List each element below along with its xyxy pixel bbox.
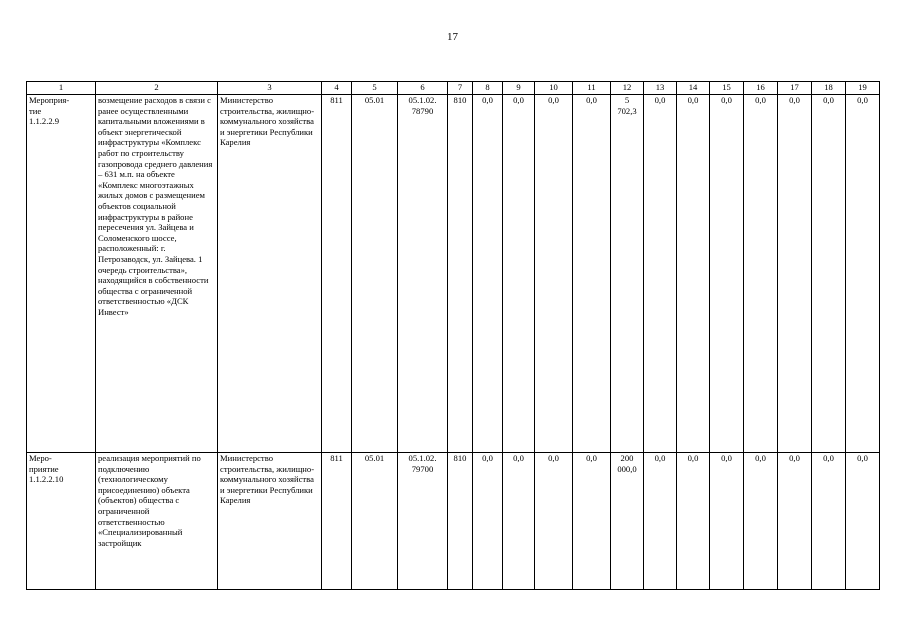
- column-header: 14: [677, 82, 710, 95]
- table-cell: 0,0: [677, 95, 710, 453]
- responsible-executor-cell: Министерство строительства, жилищно-коммунального хозяйства и энергетики Республики Карелия: [218, 95, 322, 453]
- table-cell: 0,0: [644, 453, 677, 590]
- table-cell: 0,0: [535, 453, 573, 590]
- table-cell: 810: [448, 453, 473, 590]
- column-header: 5: [352, 82, 398, 95]
- table-cell: 0,0: [644, 95, 677, 453]
- measure-description-cell: возмещение расходов в связи с ранее осуществленными капитальными вложениями в объект энергетической инфраструктуры «Комплекс работ по строительству газопровода среднего давления – 631 м.п. на объекте «Комплекс многоэтажных жилых домов с размещением объектов социальной инфраструктуры в районе пересечения ул. Зайцева и Соломенского шоссе, расположенный: г. Петрозаводск, ул. Зайцева. 1 очередь строительства», находящийся в собственности общества с ограниченной ответственностью «ДСК Инвест»: [96, 95, 218, 453]
- column-header: 3: [218, 82, 322, 95]
- column-header: 12: [611, 82, 644, 95]
- measure-code-cell: Мероприя- тие 1.1.2.2.9: [27, 95, 96, 453]
- table-cell: 0,0: [473, 453, 503, 590]
- header-row: [27, 82, 880, 95]
- table-cell: 0,0: [846, 453, 880, 590]
- column-header: 2: [96, 82, 218, 95]
- budget-table: [26, 81, 880, 590]
- table-cell: 0,0: [812, 453, 846, 590]
- column-header: 15: [710, 82, 744, 95]
- table-cell: 811: [322, 95, 352, 453]
- column-header: 18: [812, 82, 846, 95]
- column-header: 4: [322, 82, 352, 95]
- column-header: 8: [473, 82, 503, 95]
- column-header: 9: [503, 82, 535, 95]
- column-header: 17: [778, 82, 812, 95]
- table-cell: 0,0: [778, 95, 812, 453]
- table-cell: 0,0: [535, 95, 573, 453]
- column-header: 11: [573, 82, 611, 95]
- responsible-executor-cell: Министерство строительства, жилищно-коммунального хозяйства и энергетики Республики Карелия: [218, 453, 322, 590]
- table-cell: 0,0: [677, 453, 710, 590]
- table-cell: 0,0: [710, 95, 744, 453]
- table-cell: 0,0: [744, 95, 778, 453]
- table-cell: 05.01: [352, 453, 398, 590]
- column-header: 7: [448, 82, 473, 95]
- table-cell: 05.1.02. 79700: [398, 453, 448, 590]
- table-cell: 0,0: [710, 453, 744, 590]
- table-cell: 0,0: [503, 453, 535, 590]
- table-cell: 0,0: [778, 453, 812, 590]
- measure-description-cell: реализация мероприятий по подключению (технологическому присоединению) объекта (объектов) общества с ограниченной ответственностью «Специализированный застройщик: [96, 453, 218, 590]
- table-cell: 0,0: [503, 95, 535, 453]
- table-cell: 810: [448, 95, 473, 453]
- table-cell: 200 000,0: [611, 453, 644, 590]
- table-cell: 0,0: [473, 95, 503, 453]
- table-row: [27, 95, 880, 453]
- column-header: 6: [398, 82, 448, 95]
- table-cell: 0,0: [846, 95, 880, 453]
- column-header: 13: [644, 82, 677, 95]
- table-cell: 0,0: [573, 453, 611, 590]
- table-cell: 5 702,3: [611, 95, 644, 453]
- column-header: 16: [744, 82, 778, 95]
- column-header: 19: [846, 82, 880, 95]
- table-cell: 0,0: [812, 95, 846, 453]
- table-cell: 05.01: [352, 95, 398, 453]
- column-header: 1: [27, 82, 96, 95]
- table-cell: 0,0: [573, 95, 611, 453]
- measure-code-cell: Меро- приятие 1.1.2.2.10: [27, 453, 96, 590]
- table-cell: 811: [322, 453, 352, 590]
- table-cell: 0,0: [744, 453, 778, 590]
- column-header: 10: [535, 82, 573, 95]
- page-number: 17: [447, 31, 458, 43]
- table-row: [27, 453, 880, 590]
- table-cell: 05.1.02. 78790: [398, 95, 448, 453]
